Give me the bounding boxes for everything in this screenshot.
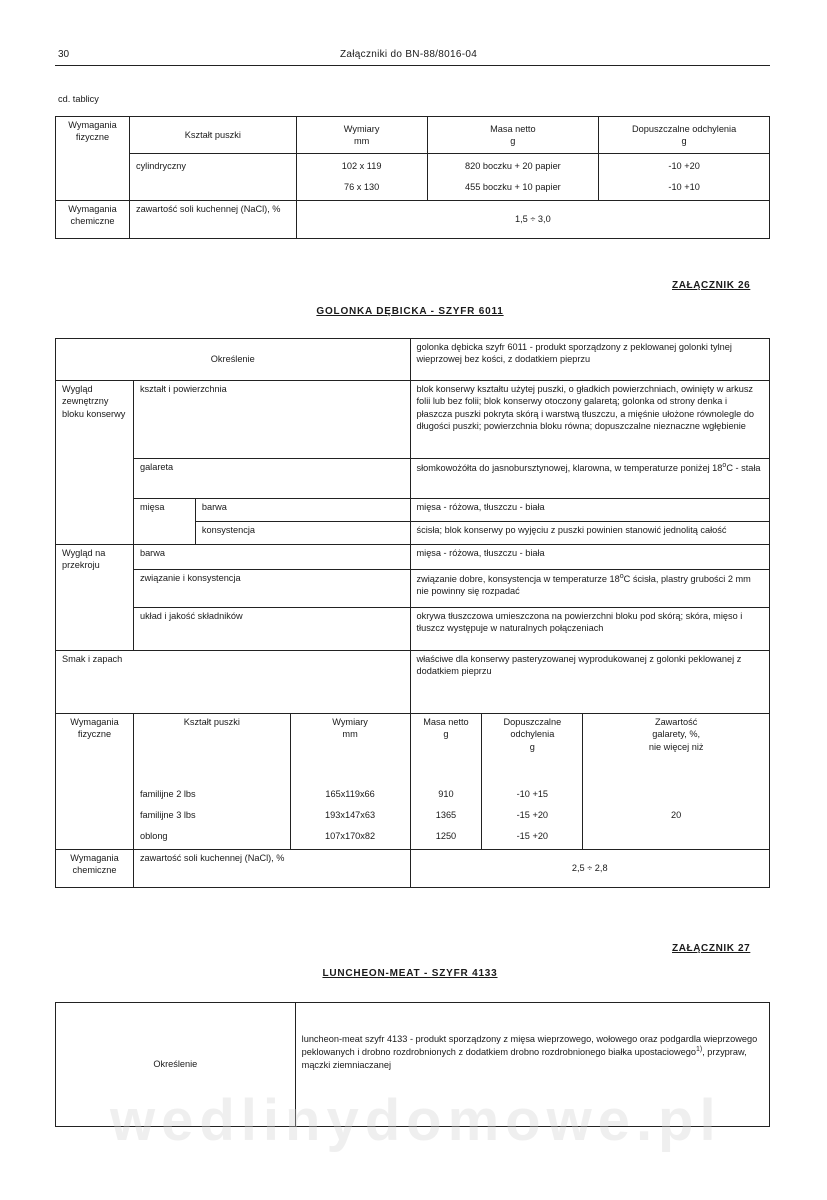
physical-requirements-label: Wymagania fizyczne [56, 714, 134, 850]
consistency-text: ścisła; blok konserwy po wyjęciu z puszki powinien stanowić jednolitą całość [410, 522, 770, 545]
definition-text: golonka dębicka szyfr 6011 - produkt sporządzony z peklowanej golonki tylnej wieprzowej bez kości, z dodatkiem pieprzu [410, 339, 770, 381]
consistency-label: konsystencja [195, 522, 410, 545]
tolerance-value: -10 +20 [668, 161, 700, 171]
definition-label: Określenie [56, 339, 411, 381]
external-appearance-label: Wygląd zewnętrzny bloku konserwy [56, 381, 134, 545]
watermark: wedlinydomowe.pl [110, 1088, 722, 1153]
salt-content-label: zawartość soli kuchennej (NaCl), % [129, 201, 296, 239]
dimensions-value: 102 x 119 [341, 161, 382, 171]
footnote-ref: 1) [695, 1046, 703, 1054]
net-mass-header: Masa netto g [427, 117, 599, 154]
net-mass: 1250 [435, 830, 457, 841]
physical-requirements-label: Wymagania fizyczne [56, 117, 130, 201]
cross-section-label: Wygląd na przekroju [56, 545, 134, 651]
cross-color-label: barwa [133, 545, 410, 570]
net-mass-header: Masa netto g [410, 714, 482, 782]
salt-content-value: 2,5 ÷ 2,8 [410, 849, 770, 887]
components-label: układ i jakość składników [133, 608, 410, 651]
shape-header: Kształt puszki [133, 714, 290, 782]
shape-surface-label: kształt i powierzchnia [133, 381, 410, 459]
definition-label: Określenie [56, 1003, 296, 1127]
tolerance-header: Dopuszczalne odchylenia g [482, 714, 583, 782]
continuation-note: cd. tablicy [58, 94, 99, 104]
can-dimension: 165x119x66 [325, 788, 375, 799]
net-mass: 1365 [435, 809, 457, 820]
tolerance: -10 +15 [516, 788, 549, 799]
color-text: mięsa - różowa, tłuszczu - biała [410, 499, 770, 522]
jelly-label: galareta [133, 459, 410, 499]
jelly-content-header: Zawartość galarety, %, nie więcej niż [583, 714, 770, 782]
salt-content-value: 1,5 ÷ 3,0 [296, 201, 769, 239]
color-label: barwa [195, 499, 410, 522]
tolerance-values [599, 154, 770, 201]
golonka-table [55, 338, 770, 888]
definition-text: luncheon-meat szyfr 4133 - produkt sporządzony z mięsa wieprzowego, wołowego oraz podgardla wieprzowego peklowanych i drobno rozdrobnionych z dodatkiem drobno rozdrobnionego białka upostaciowego$^{1)}$, przypraw, mączki ziemniaczanej [295, 1003, 769, 1127]
dimensions-header: Wymiary mm [290, 714, 410, 782]
taste-smell-text: właściwe dla konserwy pasteryzowanej wyprodukowanej z golonki peklowanej z dodatkiem pieprzu [410, 651, 770, 714]
net-mass: 910 [438, 788, 454, 799]
shape-header: Kształt puszki [129, 117, 296, 154]
can-dimensions [290, 782, 410, 850]
net-mass-value: 820 boczku + 20 papier [464, 161, 561, 171]
jelly-content-value: 20 [583, 782, 770, 850]
annex-27-title: LUNCHEON-MEAT - SZYFR 4133 [322, 968, 498, 979]
net-mass-values [427, 154, 599, 201]
page-number: 30 [58, 49, 70, 60]
continuation-table [55, 116, 770, 239]
dimensions-value: 76 x 130 [343, 182, 380, 192]
tolerance: -15 +20 [516, 809, 549, 820]
tolerances [482, 782, 583, 850]
chemical-requirements-label: Wymagania chemiczne [56, 201, 130, 239]
header-rule [55, 65, 770, 66]
net-mass-value: 455 boczku + 10 papier [464, 182, 561, 192]
net-masses [410, 782, 482, 850]
annex-26-label: ZAŁĄCZNIK 26 [672, 280, 751, 291]
taste-smell-label: Smak i zapach [56, 651, 411, 714]
cross-color-text: mięsa - różowa, tłuszczu - biała [410, 545, 770, 570]
can-shape: familijne 3 lbs [139, 809, 196, 820]
salt-content-label: zawartość soli kuchennej (NaCl), % [133, 849, 410, 887]
running-title: Załączniki do BN-88/8016-04 [340, 49, 478, 60]
meat-label: mięsa [133, 499, 195, 545]
shape-value: cylindryczny [129, 154, 296, 201]
can-shape: familijne 2 lbs [139, 788, 196, 799]
dimensions-values [296, 154, 427, 201]
tolerance: -15 +20 [516, 830, 549, 841]
can-dimension: 193x147x63 [325, 809, 376, 820]
tolerance-header: Dopuszczalne odchylenia g [599, 117, 770, 154]
binding-label: związanie i konsystencja [133, 570, 410, 608]
annex-27-label: ZAŁĄCZNIK 27 [672, 943, 751, 954]
components-text: okrywa tłuszczowa umieszczona na powierzchni bloku pod skórą; skóra, mięso i tłuszcz występuje w naturalnych połączeniach [410, 608, 770, 651]
binding-text: związanie dobre, konsystencja w temperaturze 18$^o$C ścisła, plastry grubości 2 mm nie powinny się rozpadać [410, 570, 770, 608]
dimensions-header: Wymiary mm [296, 117, 427, 154]
tolerance-value: -10 +10 [668, 182, 700, 192]
chemical-requirements-label: Wymagania chemiczne [56, 849, 134, 887]
can-dimension: 107x170x82 [325, 830, 376, 841]
jelly-text: słomkowożółta do jasnobursztynowej, klarowna, w temperaturze poniżej 18$^o$C - stała [410, 459, 770, 499]
can-shapes [133, 782, 290, 850]
can-shape: oblong [139, 830, 168, 841]
shape-surface-text: blok konserwy kształtu użytej puszki, o gładkich powierzchniach, owinięty w arkusz folii lub bez folii; blok konserwy otoczony galaretą; golonka od strony denka i płaszcza puszki pokryta skórą i warstwą tłuszczu, a mięśnie ułożone równolegle do długości puszki; powierzchnia bloku równa; dopuszczalne nieznaczne wgłębienie [410, 381, 770, 459]
annex-26-title: GOLONKA DĘBICKA - SZYFR 6011 [316, 306, 504, 317]
